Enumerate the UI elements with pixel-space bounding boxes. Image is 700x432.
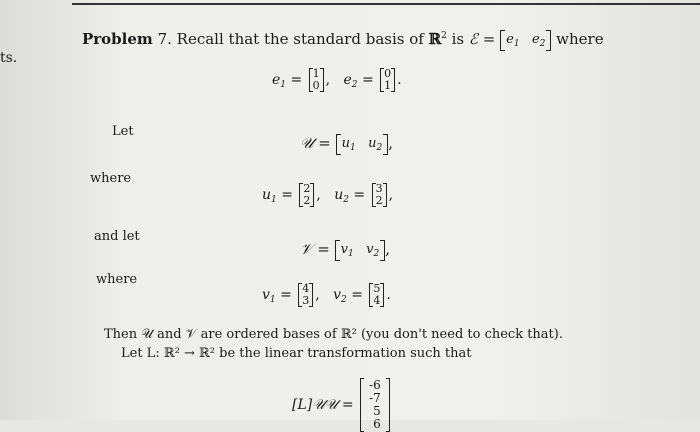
where-label-1: where bbox=[90, 171, 132, 186]
u-vectors: $u_1$ = 2 2 , $u_2$ = 3 2 , bbox=[262, 182, 394, 207]
equals-sign: = bbox=[482, 30, 496, 48]
matrix-definition: [L]𝒰𝒰 = -6 -7 5 6 bbox=[292, 378, 392, 432]
problem-number: 7. bbox=[157, 30, 172, 48]
V-definition: 𝒱 = $v_1$ $v_2$ , bbox=[300, 240, 390, 259]
is-word: is bbox=[451, 30, 465, 48]
v-vectors: $v_1$ = 4 3 , $v_2$ = 5 4 . bbox=[262, 282, 391, 307]
then-line: Then 𝒰 and 𝒱 are ordered bases of ℝ² (you don't need to check that). bbox=[104, 327, 563, 342]
where-label-2: where bbox=[96, 272, 138, 287]
let-L-line: Let L: ℝ² → ℝ² be the linear transformation such that bbox=[121, 346, 472, 361]
matrix-lhs: [L]𝒰𝒰 bbox=[292, 397, 338, 413]
top-rule bbox=[72, 3, 700, 5]
real-symbol: ℝ bbox=[428, 30, 442, 48]
and-let-label: and let bbox=[94, 229, 140, 244]
u1-vector: 2 2 bbox=[299, 183, 314, 207]
L-matrix: -6 -7 5 6 bbox=[360, 378, 390, 432]
margin-fragment: ts. bbox=[0, 50, 18, 66]
basis-symbol: ℰ bbox=[468, 30, 478, 48]
e-vectors: $e_1$ = 1 0 , $e_2$ = 0 1 . bbox=[272, 67, 402, 92]
standard-basis-row: $e_1$ $e_2$ bbox=[500, 32, 551, 49]
v1-vector: 4 3 bbox=[298, 283, 313, 307]
where-word: where bbox=[556, 30, 604, 48]
problem-statement bbox=[82, 30, 604, 49]
e2-vector: 0 1 bbox=[380, 68, 395, 92]
let-label: Let bbox=[112, 124, 134, 139]
problem-intro: Recall that the standard basis of bbox=[176, 30, 424, 48]
problem-label: Problem bbox=[82, 30, 153, 48]
u2-vector: 3 2 bbox=[372, 183, 387, 207]
exponent: 2 bbox=[441, 31, 447, 41]
U-definition: 𝒰 = $u_1$ $u_2$ , bbox=[300, 134, 394, 153]
v2-vector: 5 4 bbox=[369, 283, 384, 307]
e1-vector: 1 0 bbox=[309, 68, 324, 92]
